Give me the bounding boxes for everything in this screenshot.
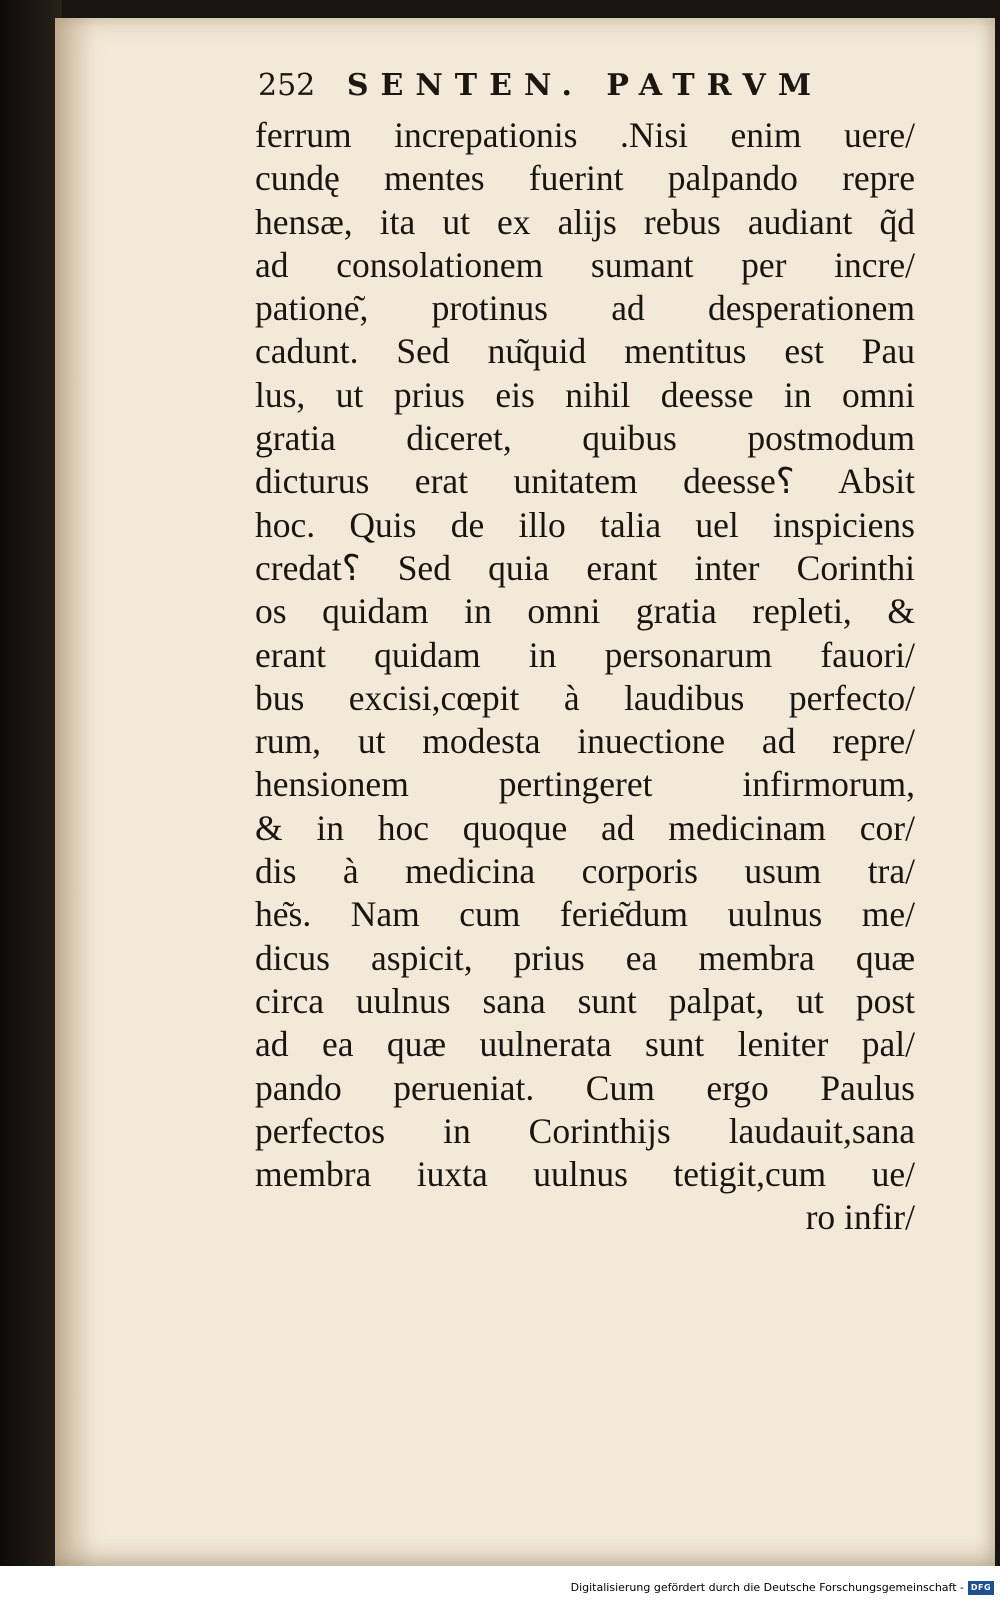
text-line: circa uulnus sana sunt palpat, ut post	[255, 980, 915, 1021]
book-spine-edge	[0, 0, 62, 1600]
body-text	[255, 114, 915, 1240]
text-line: dicus aspicit, prius ea membra quæ	[255, 937, 915, 978]
text-line: credat⸮ Sed quia erant inter Corinthi	[255, 547, 915, 588]
page-header	[258, 68, 823, 103]
catchword-line: ro infir/	[805, 1197, 915, 1238]
text-line: ad ea quæ uulnerata sunt leniter pal/	[255, 1024, 915, 1065]
text-line: dicturus erat unitatem deesse⸮ Absit	[255, 461, 915, 502]
page-gutter-shadow	[55, 18, 95, 1566]
text-line: ad consolationem sumant per incre/	[255, 244, 915, 285]
running-head: SENTEN. PATRVM	[346, 68, 824, 103]
text-line: hensæ, ita ut ex aliјs rebus audiant q̃d	[255, 201, 915, 242]
footer-bar	[0, 1566, 1000, 1600]
text-line: erant quidam in personarum fauori/	[255, 634, 915, 675]
text-line: os quidam in omni gratia repleti, &	[255, 591, 915, 632]
text-line: perfectos in Corinthiјs laudauit,sana	[255, 1110, 915, 1151]
text-line: membra iuxta uulnus tetigit,cum ue/	[255, 1154, 915, 1195]
text-line: & in hoc quoque ad medicinam cor/	[255, 807, 915, 848]
text-line: hoc. Quis de illo talia uel inspiciens	[255, 504, 915, 545]
folio-number: 252	[258, 68, 316, 103]
text-line: patione͂, protinus ad desperationem	[255, 288, 915, 329]
text-line: dis à medicina corporis usum tra/	[255, 851, 915, 892]
text-line: gratia diceret, quibus postmodum	[255, 418, 915, 459]
dfg-logo: DFG	[968, 1581, 994, 1595]
text-line: rum, ut modesta inuectione ad repre/	[255, 721, 915, 762]
text-line: bus excisi,cœpit à laudibus perfecto/	[255, 677, 915, 718]
text-line: hensionem pertingeret infirmorum,	[255, 764, 915, 805]
text-line: pando perueniat. Cum ergo Paulus	[255, 1067, 915, 1108]
digitization-credit: Digitalisierung gefördert durch die Deutsche Forschungsgemeinschaft -	[570, 1581, 964, 1594]
text-line: he͂s. Nam cum ferie͂dum uulnus me/	[255, 894, 915, 935]
text-line: cadunt. Sed nu͂quid mentitus est Pau	[255, 331, 915, 372]
text-line: ferrum increpationis .Nisi enim uere/	[255, 115, 915, 155]
text-line: cundę mentes fuerint palpando repre	[255, 158, 915, 199]
text-line: lus, ut prius eis nihil deesse in omni	[255, 374, 915, 415]
